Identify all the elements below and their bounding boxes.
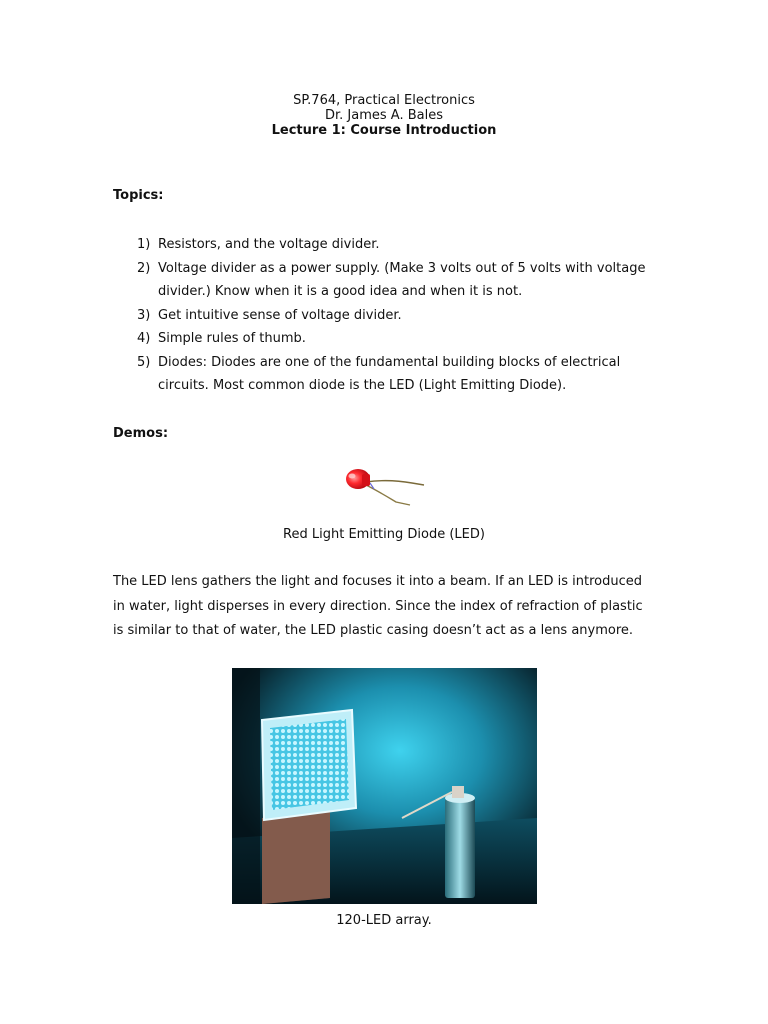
topic-text: Voltage divider as a power supply. (Make 3 volts out of 5 volts with voltage divider.) Know when it is a good idea and when it is not. bbox=[158, 260, 646, 299]
topic-number: 2) bbox=[137, 260, 151, 276]
topic-number: 3) bbox=[137, 307, 151, 323]
topic-item bbox=[113, 257, 653, 304]
red-led-image bbox=[340, 458, 430, 510]
course-title: SP.764, Practical Electronics bbox=[293, 93, 475, 108]
topics-list bbox=[113, 233, 653, 398]
document-header bbox=[0, 93, 768, 138]
topic-text: Get intuitive sense of voltage divider. bbox=[158, 307, 402, 323]
topic-item bbox=[113, 327, 653, 351]
led-caption: Red Light Emitting Diode (LED) bbox=[283, 527, 485, 542]
lecture-title: Lecture 1: Course Introduction bbox=[271, 123, 497, 138]
topic-item bbox=[113, 233, 653, 257]
array-caption: 120-LED array. bbox=[336, 913, 432, 928]
topic-text: Resistors, and the voltage divider. bbox=[158, 237, 380, 252]
topic-text: Simple rules of thumb. bbox=[158, 331, 306, 346]
topics-heading: Topics: bbox=[113, 188, 164, 203]
demo-paragraph: The LED lens gathers the light and focuses it into a beam. If an LED is introduced in water, light disperses in every direction. Since the index of refraction of plastic is similar to that of water, the LED plastic casing doesn’t act as a lens anymore. bbox=[113, 574, 643, 638]
topic-item bbox=[113, 304, 653, 328]
topic-text: Diodes: Diodes are one of the fundamental building blocks of electrical circuits. Most common diode is the LED (Light Emitting Diode). bbox=[158, 354, 621, 393]
topic-number: 5) bbox=[137, 354, 151, 370]
topic-number: 4) bbox=[137, 331, 151, 346]
topic-number: 1) bbox=[137, 237, 151, 252]
instructor-name: Dr. James A. Bales bbox=[325, 108, 443, 123]
demos-heading: Demos: bbox=[113, 426, 169, 441]
topic-item bbox=[113, 351, 653, 398]
led-array-photo bbox=[232, 668, 537, 904]
